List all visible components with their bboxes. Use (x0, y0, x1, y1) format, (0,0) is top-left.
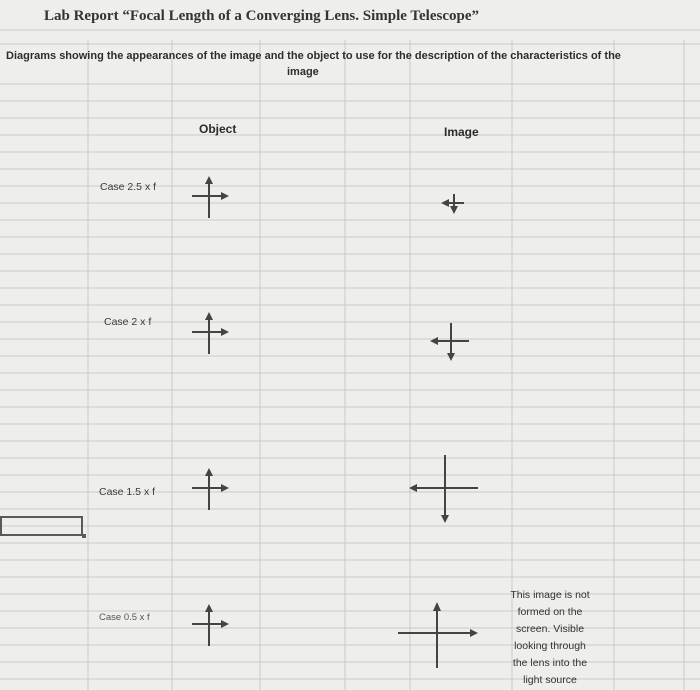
report-title: Lab Report “Focal Length of a Converging Lens. Simple Telescope” (44, 8, 480, 24)
arrowhead (470, 629, 478, 637)
arrowhead (221, 620, 229, 628)
note-line: looking through (514, 640, 586, 652)
virtual-image-note (498, 587, 602, 689)
arrowhead (221, 192, 229, 200)
arrowhead (205, 176, 213, 184)
note-line: light source (523, 674, 577, 686)
case-label: Case 2 x f (104, 316, 152, 328)
subtitle-line-1: Diagrams showing the appearances of the image and the object to use for the description of the characteristics of the (6, 50, 621, 62)
note-line: formed on the (517, 606, 583, 618)
note-line: the lens into the (512, 657, 588, 669)
note-line: This image is not (510, 589, 590, 601)
fill-handle[interactable] (82, 534, 86, 538)
image-column-header: Image (444, 125, 479, 139)
case-label: Case 0.5 x f (99, 612, 150, 623)
subtitle-line-2: image (287, 66, 319, 78)
object-column-header: Object (199, 122, 237, 136)
arrowhead (205, 468, 213, 476)
arrowhead (450, 206, 458, 214)
case-label: Case 2.5 x f (100, 181, 157, 193)
arrowhead (441, 199, 449, 207)
arrowhead (441, 515, 449, 523)
arrowhead (205, 312, 213, 320)
case-label: Case 1.5 x f (99, 486, 156, 498)
arrowhead (430, 337, 438, 345)
note-line: screen. Visible (515, 623, 585, 635)
arrowhead (447, 353, 455, 361)
arrowhead (221, 484, 229, 492)
arrowhead (221, 328, 229, 336)
arrowhead (205, 604, 213, 612)
arrowhead (433, 602, 441, 611)
selected-cell[interactable] (0, 516, 83, 536)
